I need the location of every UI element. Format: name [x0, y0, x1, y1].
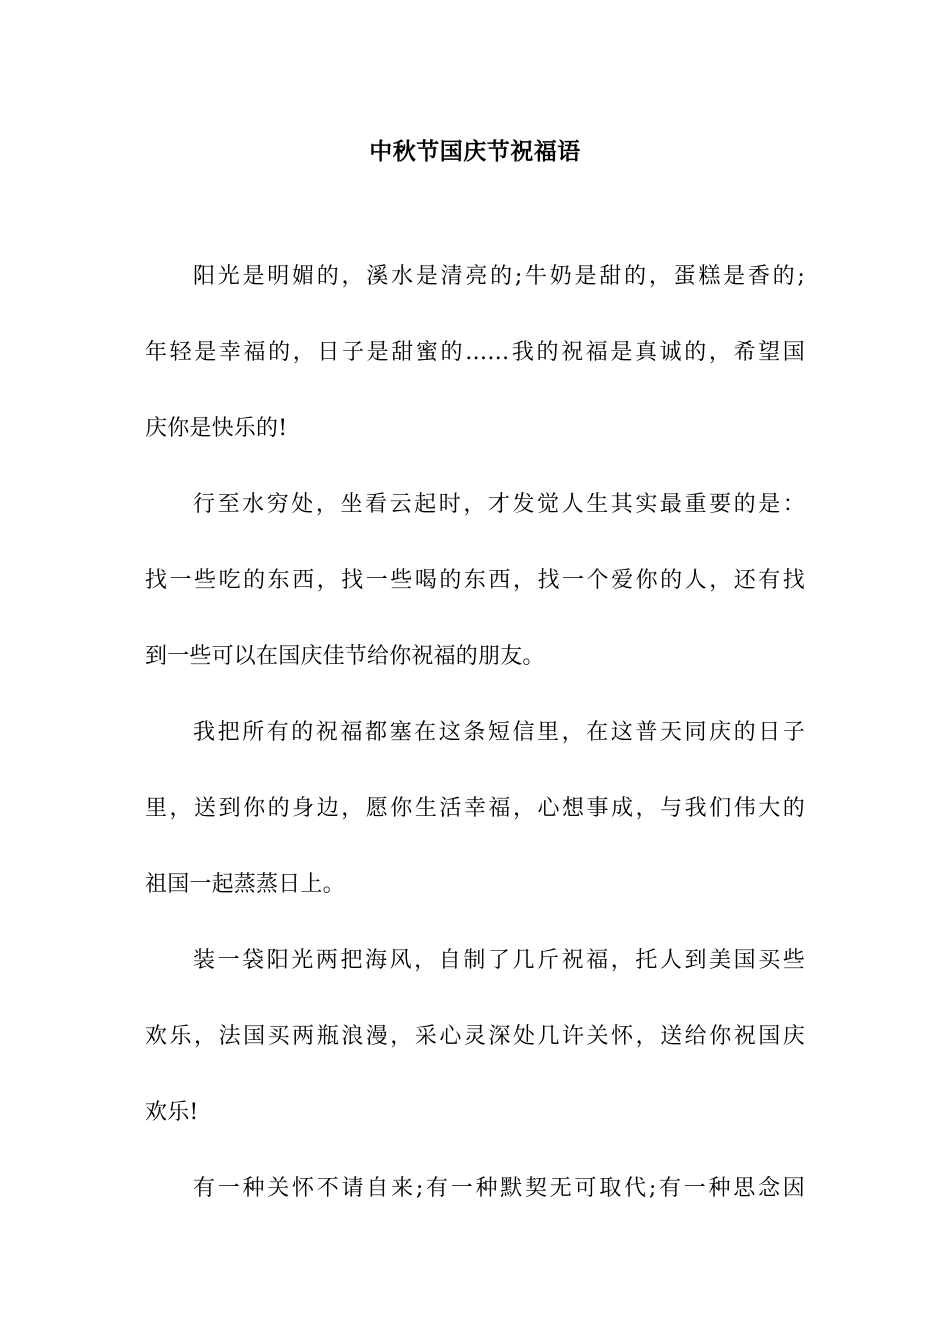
paragraph-5	[145, 1169, 805, 1245]
paragraph-line: 祖国一起蒸蒸日上。	[145, 872, 345, 897]
paragraph-1	[145, 257, 805, 485]
paragraph-line: 里，送到你的身边，愿你生活幸福，心想事成，与我们伟大的	[145, 796, 805, 821]
document-body	[145, 257, 805, 1245]
paragraph-2	[145, 485, 805, 713]
paragraph-line: 我把所有的祝福都塞在这条短信里，在这普天同庆的日子	[193, 720, 805, 745]
paragraph-line: 年轻是幸福的，日子是甜蜜的……我的祝福是真诚的，希望国	[145, 340, 805, 365]
page-title: 中秋节国庆节祝福语	[369, 138, 581, 165]
paragraph-line: 找一些吃的东西，找一些喝的东西，找一个爱你的人，还有找	[145, 568, 805, 593]
paragraph-3	[145, 713, 805, 941]
paragraph-line: 行至水穷处，坐看云起时，才发觉人生其实最重要的是：	[193, 492, 805, 517]
paragraph-line: 欢乐!	[145, 1100, 199, 1125]
paragraph-line: 阳光是明媚的，溪水是清亮的;牛奶是甜的，蛋糕是香的;	[193, 264, 805, 289]
paragraph-line: 到一些可以在国庆佳节给你祝福的朋友。	[145, 644, 545, 669]
paragraph-line: 庆你是快乐的!	[145, 416, 288, 441]
paragraph-4	[145, 941, 805, 1169]
paragraph-line: 有一种关怀不请自来;有一种默契无可取代;有一种思念因	[193, 1176, 805, 1201]
paragraph-line: 欢乐，法国买两瓶浪漫，采心灵深处几许关怀，送给你祝国庆	[145, 1024, 805, 1049]
paragraph-line: 装一袋阳光两把海风，自制了几斤祝福，托人到美国买些	[193, 948, 805, 973]
